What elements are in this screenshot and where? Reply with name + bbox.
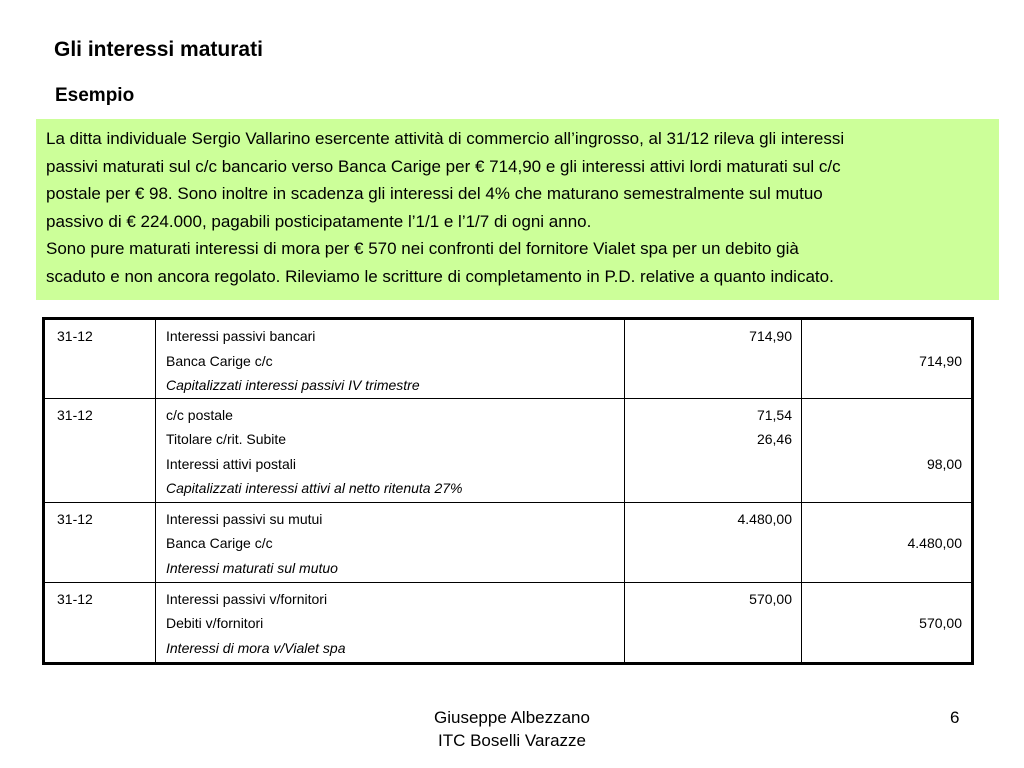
entry-debit [625,582,802,663]
footer-school: ITC Boselli Varazze [437,731,586,750]
debit-amount [634,531,792,556]
entry-debit [625,502,802,582]
entry-note: Interessi di mora v/Vialet spa [166,639,346,656]
entry-date: 31-12 [44,398,156,502]
intro-line: passivi maturati sul c/c bancario verso Banca Carige per € 714,90 e gli interessi attivi lordi maturati sul c/c [46,156,841,176]
intro-line: scaduto e non ancora regolato. Rileviamo le scritture di completamento in P.D. relative a quanto indicato. [46,266,834,286]
entry-date: 31-12 [44,319,156,399]
entry-accounts [156,398,625,502]
credit-amount: 4.480,00 [907,535,962,552]
journal-entry [44,582,973,663]
account-line: Interessi attivi postali [166,455,296,472]
account-line: Interessi passivi v/fornitori [166,590,328,607]
slide-title: Gli interessi maturati [54,38,263,61]
intro-line: passivo di € 224.000, pagabili posticipatamente l’1/1 e l’1/7 di ogni anno. [46,211,592,231]
credit-amount: 570,00 [919,615,962,632]
journal-table [42,317,974,665]
debit-amount: 71,54 [756,406,792,423]
entry-note: Interessi maturati sul mutuo [166,559,338,576]
slide-subtitle: Esempio [55,85,135,106]
entry-debit [625,398,802,502]
entry-note: Capitalizzati interessi attivi al netto ritenuta 27% [166,480,463,497]
credit-amount [811,587,962,612]
debit-amount: 26,46 [756,431,792,448]
entry-credit [802,398,973,502]
debit-amount: 4.480,00 [737,510,792,527]
entry-credit [802,502,973,582]
entry-credit [802,582,973,663]
credit-amount [811,507,962,532]
credit-amount [811,403,962,428]
intro-line: La ditta individuale Sergio Vallarino esercente attività di commercio all’ingrosso, al 31/12 rileva gli interessi [46,129,845,148]
entry-credit [802,319,973,399]
account-line: Debiti v/fornitori [166,615,264,632]
credit-amount [811,324,962,349]
entry-debit [625,319,802,399]
account-line: Banca Carige c/c [166,352,273,369]
account-line: Interessi passivi bancari [166,328,316,344]
debit-amount [634,349,792,374]
entry-note: Capitalizzati interessi passivi IV trimestre [166,377,420,393]
account-line: Banca Carige c/c [166,535,273,552]
page-number: 6 [950,708,960,727]
entry-date: 31-12 [44,582,156,663]
journal-entry [44,319,973,399]
intro-line: postale per € 98. Sono inoltre in scadenza gli interessi del 4% che maturano semestralmente sul mutuo [46,184,823,203]
journal-entry [44,502,973,582]
footer-author: Giuseppe Albezzano [434,708,590,727]
account-line: Interessi passivi su mutui [166,510,323,527]
account-line: Titolare c/rit. Subite [166,431,287,448]
credit-amount: 714,90 [919,352,962,369]
journal-entry [44,398,973,502]
debit-amount: 570,00 [749,590,792,607]
intro-line: Sono pure maturati interessi di mora per € 570 nei confronti del fornitore Vialet spa per un debito già [46,239,799,258]
debit-amount: 714,90 [749,328,792,344]
footer-author-block [412,706,612,752]
intro-text-box [36,119,999,300]
credit-amount: 98,00 [926,455,962,472]
account-line: c/c postale [166,406,233,423]
entry-accounts [156,319,625,399]
debit-amount [634,611,792,636]
entry-date: 31-12 [44,502,156,582]
debit-amount [634,452,792,477]
entry-accounts [156,502,625,582]
credit-amount [811,427,962,452]
entry-accounts [156,582,625,663]
